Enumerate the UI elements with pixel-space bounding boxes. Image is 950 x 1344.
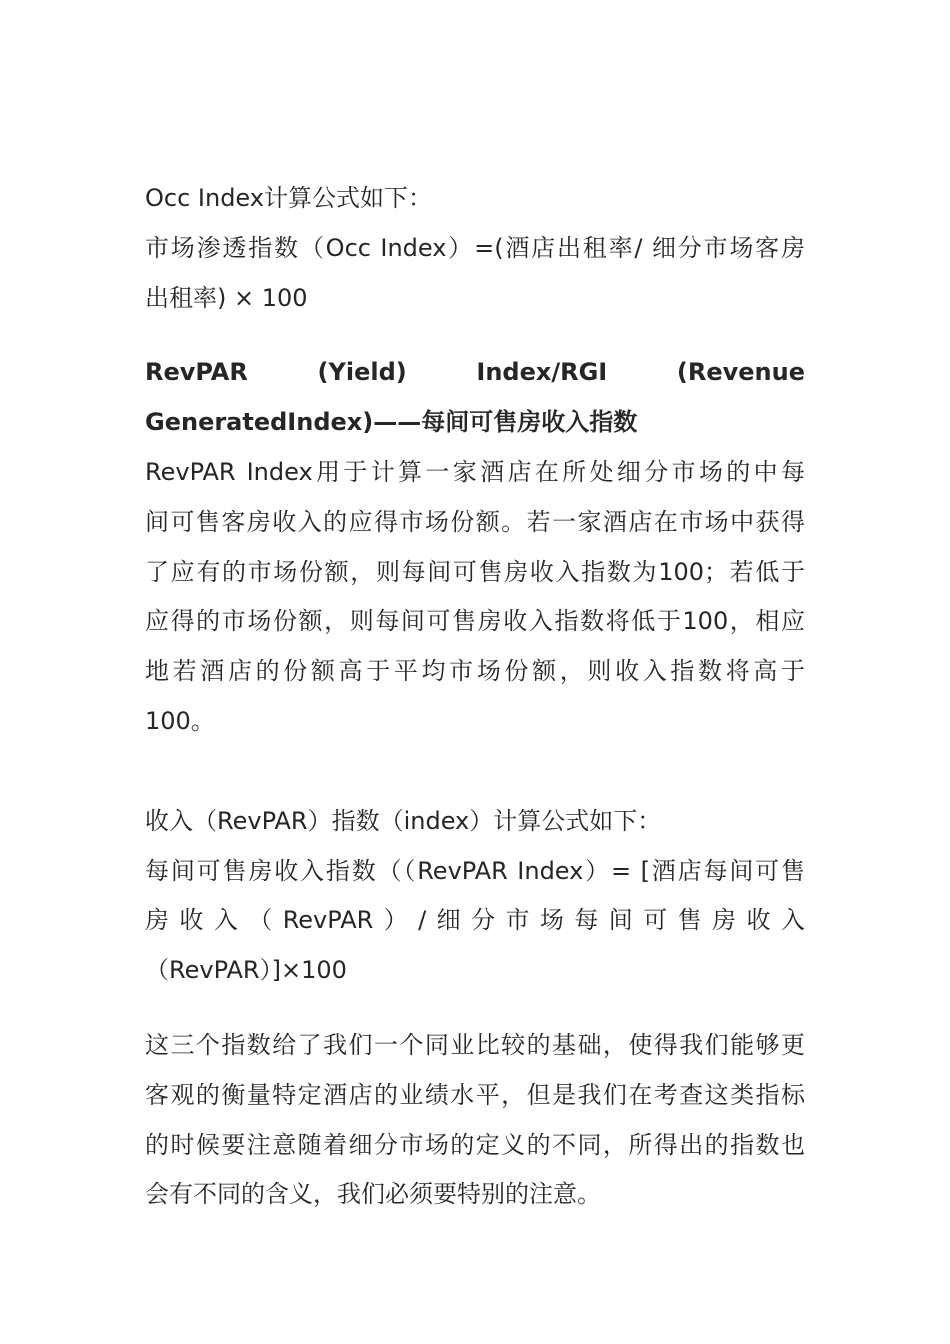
conclusion-line: 客观的衡量特定酒店的业绩水平，但是我们在考查这类指标 xyxy=(145,1080,805,1109)
rgi-formula-line-2-glyph: RevPAR xyxy=(282,906,374,935)
rgi-formula-line-2-glyph: 细 xyxy=(436,906,461,935)
rgi-formula-line-2-glyph: 入 xyxy=(213,906,238,935)
rgi-body-line: RevPAR Index用于计算一家酒店在所处细分市场的中每 xyxy=(145,457,805,486)
rgi-body-line: 应得的市场份额，则每间可售房收入指数将低于100，相应 xyxy=(145,607,805,636)
occ-formula-intro: Occ Index计算公式如下： xyxy=(145,184,432,212)
rgi-formula-intro: 收入（RevPAR）指数（index）计算公式如下： xyxy=(145,806,662,835)
rgi-formula-line-2-glyph: 收 xyxy=(179,906,204,935)
conclusion-line: 这三个指数给了我们一个同业比较的基础，使得我们能够更 xyxy=(145,1030,805,1059)
conclusion-line: 的时候要注意随着细分市场的定义的不同，所得出的指数也 xyxy=(145,1130,805,1159)
rgi-formula-line-2-glyph: 市 xyxy=(505,906,530,935)
rgi-formula-line-3: （RevPAR）]×100 xyxy=(145,956,347,985)
rgi-formula-line-2-glyph: 入 xyxy=(780,906,805,935)
rgi-formula-line-2-glyph: 房 xyxy=(145,906,169,935)
rgi-formula-line-2-glyph: 场 xyxy=(539,906,564,935)
occ-formula-line-2: 出租率) × 100 xyxy=(145,283,308,312)
rgi-formula-line-2-glyph: 间 xyxy=(608,906,633,935)
rgi-heading-line-1 xyxy=(145,348,805,398)
rgi-formula-line-2 xyxy=(145,896,805,946)
rgi-formula-line-2-glyph: / xyxy=(418,906,427,935)
rgi-heading-line-2: GeneratedIndex)——每间可售房收入指数 xyxy=(145,408,638,437)
rgi-formula-line-2-glyph: 每 xyxy=(574,906,599,935)
rgi-body-line: 100。 xyxy=(145,706,215,735)
rgi-formula-line-2-glyph: 售 xyxy=(677,906,702,935)
rgi-formula-line-2-glyph: ） xyxy=(383,906,408,935)
rgi-formula-line-2-glyph: 可 xyxy=(643,906,668,935)
document-page xyxy=(145,174,805,1220)
rgi-formula-line-2-glyph: 分 xyxy=(471,906,496,935)
rgi-heading-word: RevPAR xyxy=(145,358,248,387)
rgi-body-line: 间可售客房收入的应得市场份额。若一家酒店在市场中获得 xyxy=(145,507,805,536)
rgi-body-line: 了应有的市场份额，则每间可售房收入指数为100；若低于 xyxy=(145,557,805,586)
rgi-body-line: 地若酒店的份额高于平均市场份额，则收入指数将高于 xyxy=(145,657,805,686)
rgi-heading-word: (Revenue xyxy=(676,358,805,387)
occ-formula-line-1: 市场渗透指数（Occ Index）=(酒店出租率/ 细分市场客房 xyxy=(145,233,805,262)
rgi-heading-word: (Yield) xyxy=(317,358,407,387)
rgi-formula-line-1: 每间可售房收入指数（（RevPAR Index）= [酒店每间可售 xyxy=(145,856,805,885)
rgi-heading-word: Index/RGI xyxy=(476,358,608,387)
rgi-formula-line-2-glyph: 收 xyxy=(746,906,771,935)
conclusion-line: 会有不同的含义，我们必须要特别的注意。 xyxy=(145,1180,601,1209)
rgi-formula-line-2-glyph: 房 xyxy=(712,906,737,935)
rgi-formula-line-2-glyph: （ xyxy=(248,906,273,935)
